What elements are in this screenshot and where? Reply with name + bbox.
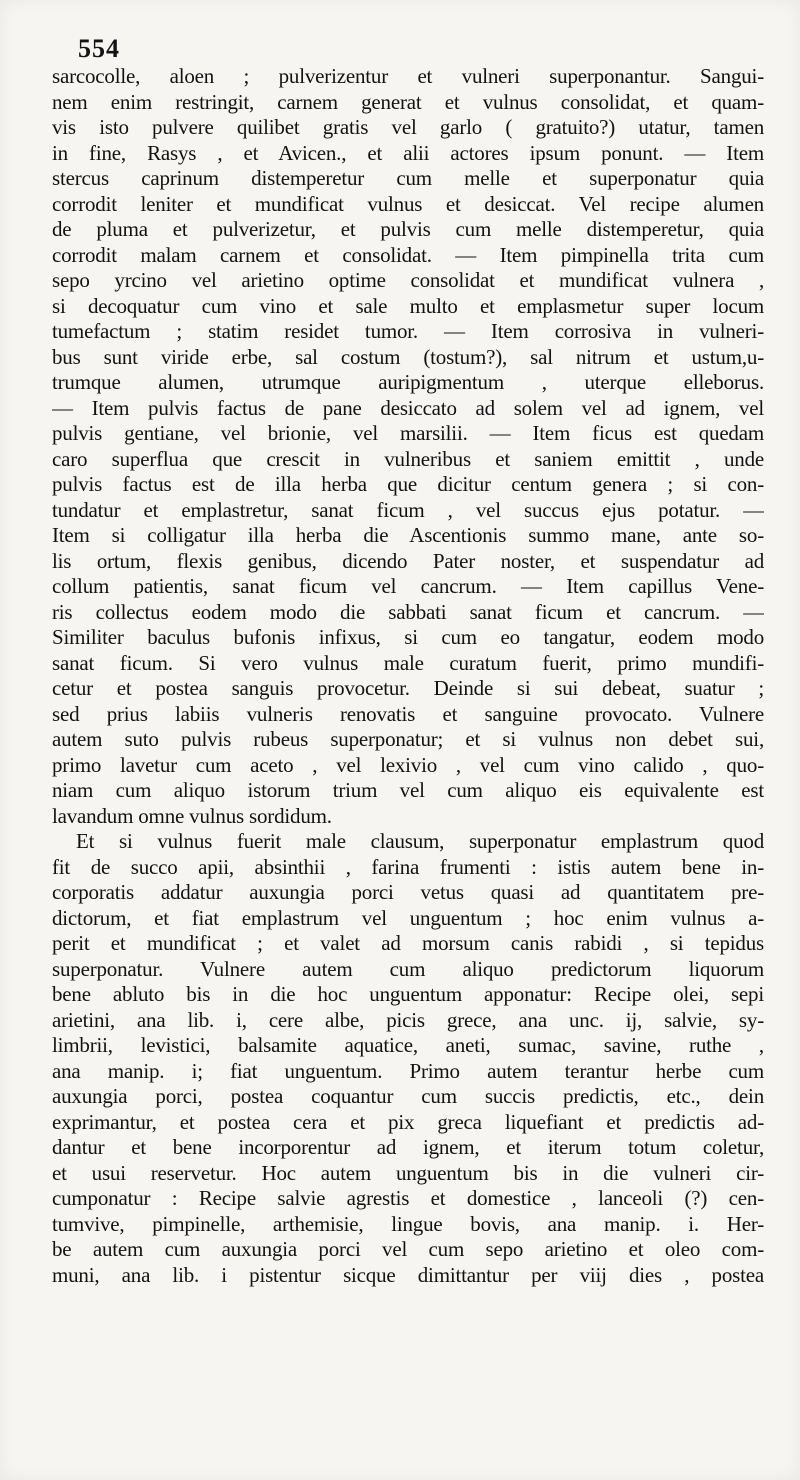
text-line: arietini, ana lib. i, cere albe, picis grece, ana unc. ij, salvie, sy- xyxy=(52,1007,764,1032)
text-line: dictorum, et fiat emplastrum vel unguentum ; hoc enim vulnus a- xyxy=(52,905,764,930)
text-line: sarcocolle, aloen ; pulverizentur et vulneri superponantur. Sangui- xyxy=(52,64,764,88)
text-line: trumque alumen, utrumque auripigmentum , uterque elleborus. xyxy=(52,370,764,394)
text-line: primo lavetur cum aceto , vel lexivio , vel cum vino calido , quo- xyxy=(52,752,764,777)
text-line: si decoquatur cum vino et sale multo et emplasmetur super locum xyxy=(52,293,764,318)
text-line: lavandum omne vulnus sordidum. xyxy=(52,803,332,828)
text-line: bus sunt viride erbe, sal costum (tostum?), sal nitrum et ustum,u- xyxy=(52,344,764,369)
text-line: corporatis addatur auxungia porci vetus quasi ad quantitatem pre- xyxy=(52,880,764,904)
text-line: Item si colligatur illa herba die Ascentionis summo mane, ante so- xyxy=(52,523,764,547)
text-line: auxungia porci, postea coquantur cum succis predictis, etc., dein xyxy=(52,1084,764,1108)
text-line: caro superflua que crescit in vulneribus et saniem emittit , unde xyxy=(52,446,764,471)
text-line: tumefactum ; statim residet tumor. — Item corrosiva in vulneri- xyxy=(52,319,764,343)
text-line: cumponatur : Recipe salvie agrestis et domestice , lanceoli (?) cen- xyxy=(52,1186,764,1210)
text-line: dantur et bene incorporentur ad ignem, et iterum totum coletur, xyxy=(52,1135,764,1159)
text-line: vis isto pulvere quilibet gratis vel garlo ( gratuito?) utatur, tamen xyxy=(52,115,764,139)
text-line: superponatur. Vulnere autem cum aliquo predictorum liquorum xyxy=(52,956,764,981)
text-line: perit et mundificat ; et valet ad morsum canis rabidi , si tepidus xyxy=(52,931,764,955)
text-line: fit de succo apii, absinthii , farina frumenti : istis autem bene in- xyxy=(52,854,764,879)
text-line: corrodit leniter et mundificat vulnus et desiccat. Vel recipe alumen xyxy=(52,191,764,216)
text-line: sed prius labiis vulneris renovatis et sanguine provocato. Vulnere xyxy=(52,701,764,726)
page-number: 554 xyxy=(78,34,120,63)
text-line: collum patientis, sanat ficum vel cancrum. — Item capillus Vene- xyxy=(52,574,764,598)
text-line: limbrii, levistici, balsamite aquatice, aneti, sumac, savine, ruthe , xyxy=(52,1033,764,1057)
text-line: tundatur et emplastretur, sanat ficum , vel succus ejus potatur. — xyxy=(52,497,764,522)
text-line: de pluma et pulverizetur, et pulvis cum melle distemperetur, quia xyxy=(52,217,764,241)
text-body xyxy=(52,64,764,1288)
text-line: sepo yrcino vel arietino optime consolidat et mundificat vulnera , xyxy=(52,268,764,292)
text-line: Similiter baculus bufonis infixus, si cum eo tangatur, eodem modo xyxy=(52,625,764,649)
text-line: et usui reservetur. Hoc autem unguentum bis in die vulneri cir- xyxy=(52,1160,764,1185)
text-line: ris collectus eodem modo die sabbati sanat ficum et cancrum. — xyxy=(52,599,764,624)
text-line: nem enim restringit, carnem generat et vulnus consolidat, et quam- xyxy=(52,89,764,114)
text-line: stercus caprinum distemperetur cum melle et superponatur quia xyxy=(52,166,764,190)
text-line: Et si vulnus fuerit male clausum, superponatur emplastrum quod xyxy=(76,829,764,853)
text-line: cetur et postea sanguis provocetur. Deinde si sui debeat, suatur ; xyxy=(52,676,764,700)
text-line: corrodit malam carnem et consolidat. — Item pimpinella trita cum xyxy=(52,242,764,267)
text-line: — Item pulvis factus de pane desiccato ad solem vel ad ignem, vel xyxy=(52,395,764,420)
text-line: exprimantur, et postea cera et pix greca liquefiant et predictis ad- xyxy=(52,1109,764,1134)
text-line: niam cum aliquo istorum trium vel cum aliquo eis equivalente est xyxy=(52,778,764,802)
text-line: tumvive, pimpinelle, arthemisie, lingue bovis, ana manip. i. Her- xyxy=(52,1211,764,1236)
text-line: muni, ana lib. i pistentur sicque dimittantur per viij dies , postea xyxy=(52,1262,764,1287)
text-line: sanat ficum. Si vero vulnus male curatum fuerit, primo mundifi- xyxy=(52,650,764,675)
text-line: bene abluto bis in die hoc unguentum apponatur: Recipe olei, sepi xyxy=(52,982,764,1006)
text-line: be autem cum auxungia porci vel cum sepo arietino et oleo com- xyxy=(52,1237,764,1261)
text-line: in fine, Rasys , et Avicen., et alii actores ipsum ponunt. — Item xyxy=(52,140,764,165)
text-line: lis ortum, flexis genibus, dicendo Pater noster, et suspendatur ad xyxy=(52,548,764,573)
text-line: ana manip. i; fiat unguentum. Primo autem terantur herbe cum xyxy=(52,1058,764,1083)
text-line: pulvis factus est de illa herba que dicitur centum genera ; si con- xyxy=(52,472,764,496)
text-line: pulvis gentiane, vel brionie, vel marsilii. — Item ficus est quedam xyxy=(52,421,764,445)
text-line: autem suto pulvis rubeus superponatur; et si vulnus non debet sui, xyxy=(52,727,764,751)
